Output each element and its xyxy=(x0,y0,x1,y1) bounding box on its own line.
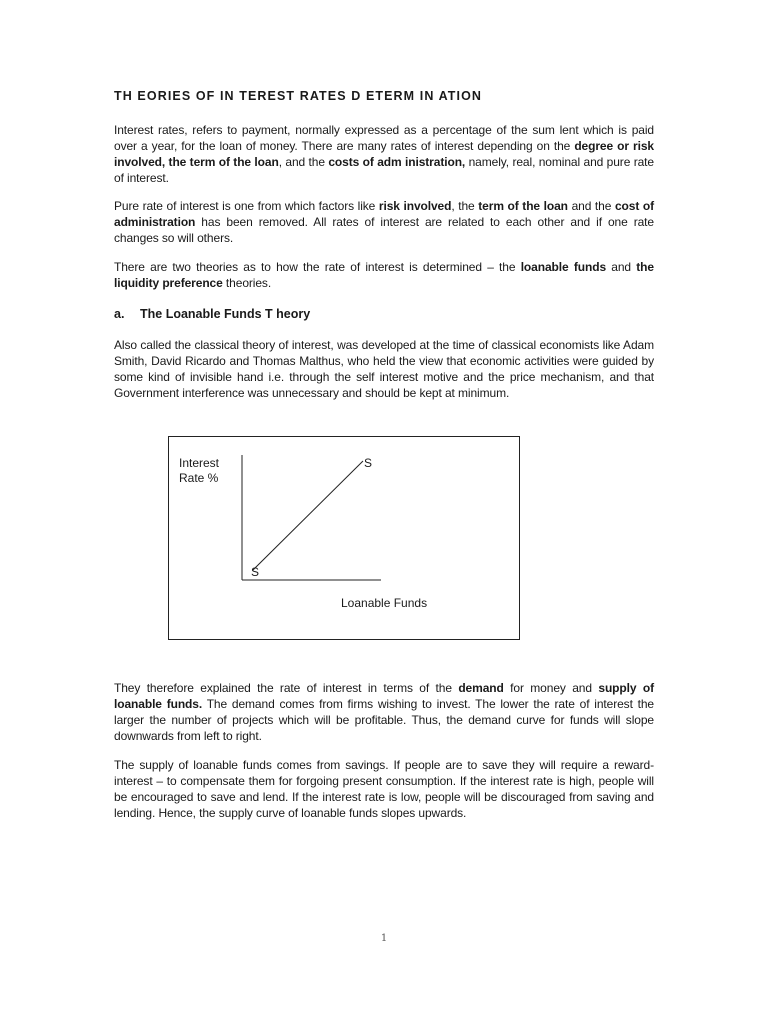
paragraph-text: , and the xyxy=(278,155,329,169)
paragraph-text: They therefore explained the rate of interest in terms of the xyxy=(114,681,459,695)
supply-curve-label-bottom: S xyxy=(251,565,260,579)
paragraph-two-theories xyxy=(114,259,654,291)
bold-term: term of the loan xyxy=(478,199,568,213)
page-number: 1 xyxy=(380,933,388,944)
supply-curve-label-top: S xyxy=(364,456,373,470)
bold-term: loanable funds xyxy=(520,260,607,274)
paragraph-text: There are two theories as to how the rate of interest is determined – the xyxy=(114,260,521,274)
bold-term: degree or risk involved, the term of the loan xyxy=(114,139,654,169)
paragraph-text: namely, real, nominal and pure rate of interest. xyxy=(114,155,654,185)
y-axis-label-line2: Rate % xyxy=(179,471,219,485)
document-title: TH EORIES OF IN TEREST RATES D ETERM IN ATION xyxy=(114,89,483,103)
x-axis-label: Loanable Funds xyxy=(341,596,428,610)
y-axis-label-line1: Interest xyxy=(179,456,220,470)
paragraph-text: Pure rate of interest is one from which factors like xyxy=(114,199,379,213)
bold-term: costs of adm inistration, xyxy=(328,155,466,169)
bold-term: supply of loanable funds. xyxy=(114,681,654,711)
section-heading-text: The Loanable Funds T heory xyxy=(140,307,311,321)
section-heading xyxy=(114,306,310,322)
paragraph-text: and the xyxy=(567,199,615,213)
paragraph-supply-savings: The supply of loanable funds comes from savings. If people are to save they will require a reward-interest – to compensate them for forgoing present consumption. If the interest rate is high, people will be encouraged to save and lend. If the interest rate is low, people will be discouraged from saving and lending. Hence, the supply curve of loanable funds slopes upwards. xyxy=(114,758,654,820)
supply-curve xyxy=(253,461,363,570)
bold-term: demand xyxy=(458,681,504,695)
paragraph-interest-rates-definition xyxy=(114,122,654,186)
loanable-funds-diagram xyxy=(168,436,520,640)
paragraph-text: Interest rates, refers to payment, normally expressed as a percentage of the sum lent which is paid over a year, for the loan of money. There are many rates of interest depending on the xyxy=(114,123,654,153)
paragraph-demand-supply xyxy=(114,680,654,744)
bold-term: risk involved xyxy=(378,199,452,213)
section-letter: a. xyxy=(114,307,125,321)
paragraph-text: , the xyxy=(451,199,479,213)
bold-term: cost of administration xyxy=(114,199,654,229)
paragraph-text: The demand comes from firms wishing to invest. The lower the rate of interest the larger the number of projects which will be profitable. Thus, the demand curve for funds will slope downwards from left to right. xyxy=(114,697,654,743)
bold-term: the liquidity preference xyxy=(114,260,654,290)
paragraph-text: theories. xyxy=(222,276,272,290)
paragraph-text: and xyxy=(606,260,637,274)
paragraph-text: for money and xyxy=(503,681,599,695)
paragraph-text: has been removed. All rates of interest are related to each other and if one rate changes so will others. xyxy=(114,215,654,245)
paragraph-pure-rate xyxy=(114,198,654,246)
paragraph-classical-theory: Also called the classical theory of interest, was developed at the time of classical economists like Adam Smith, David Ricardo and Thomas Malthus, who held the view that economic activities were guided by some kind of invisible hand i.e. through the self interest motive and the price mechanism, and that Government interference was unnecessary and should be kept at minimum. xyxy=(114,338,654,400)
